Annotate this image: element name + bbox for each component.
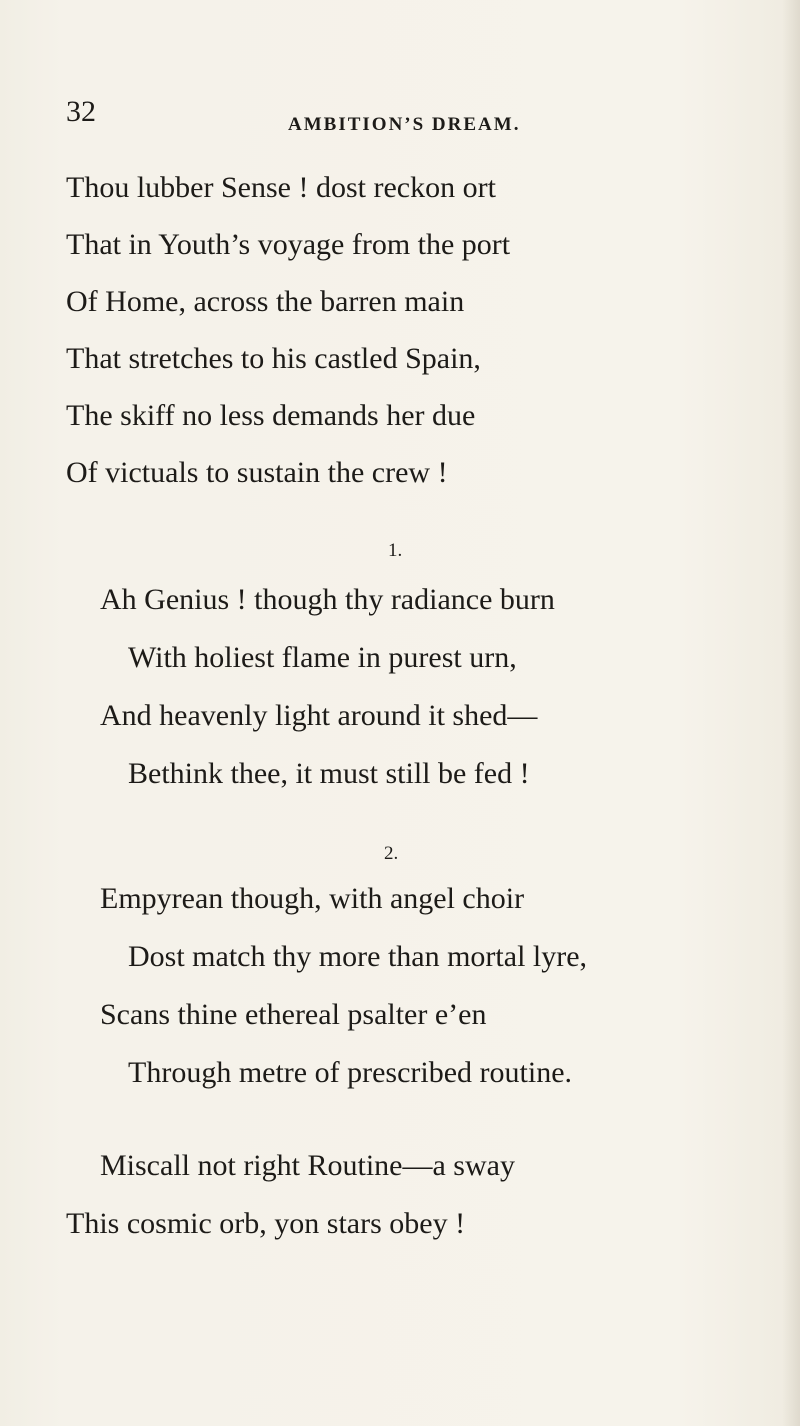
poem-line: With holiest flame in purest urn,	[128, 641, 517, 674]
poem-line: This cosmic orb, yon stars obey !	[66, 1207, 466, 1240]
stanza-number: 2.	[384, 843, 399, 864]
stanza-number: 1.	[388, 540, 403, 561]
poem-line: Empyrean though, with angel choir	[100, 882, 525, 915]
poem-line: Of Home, across the barren main	[66, 285, 465, 318]
poem-line: Bethink thee, it must still be fed !	[128, 757, 530, 790]
poem-line: Miscall not right Routine—a sway	[100, 1149, 515, 1182]
poem-line: That stretches to his castled Spain,	[66, 342, 481, 375]
page-number: 32	[66, 95, 96, 128]
poem-line: The skiff no less demands her due	[66, 399, 476, 432]
poem-line: Ah Genius ! though thy radiance burn	[100, 583, 555, 616]
poem-line: And heavenly light around it shed—	[100, 699, 538, 732]
poem-line: Scans thine ethereal psalter e’en	[100, 998, 487, 1031]
running-title: AMBITION’S DREAM.	[288, 114, 521, 135]
poem-line: Thou lubber Sense ! dost reckon ort	[66, 171, 496, 204]
poem-line: That in Youth’s voyage from the port	[66, 228, 511, 261]
poem-line: Through metre of prescribed routine.	[128, 1056, 573, 1089]
page-edge-shadow	[782, 0, 800, 1426]
poem-line: Of victuals to sustain the crew !	[66, 456, 448, 489]
poem-line: Dost match thy more than mortal lyre,	[128, 940, 588, 973]
